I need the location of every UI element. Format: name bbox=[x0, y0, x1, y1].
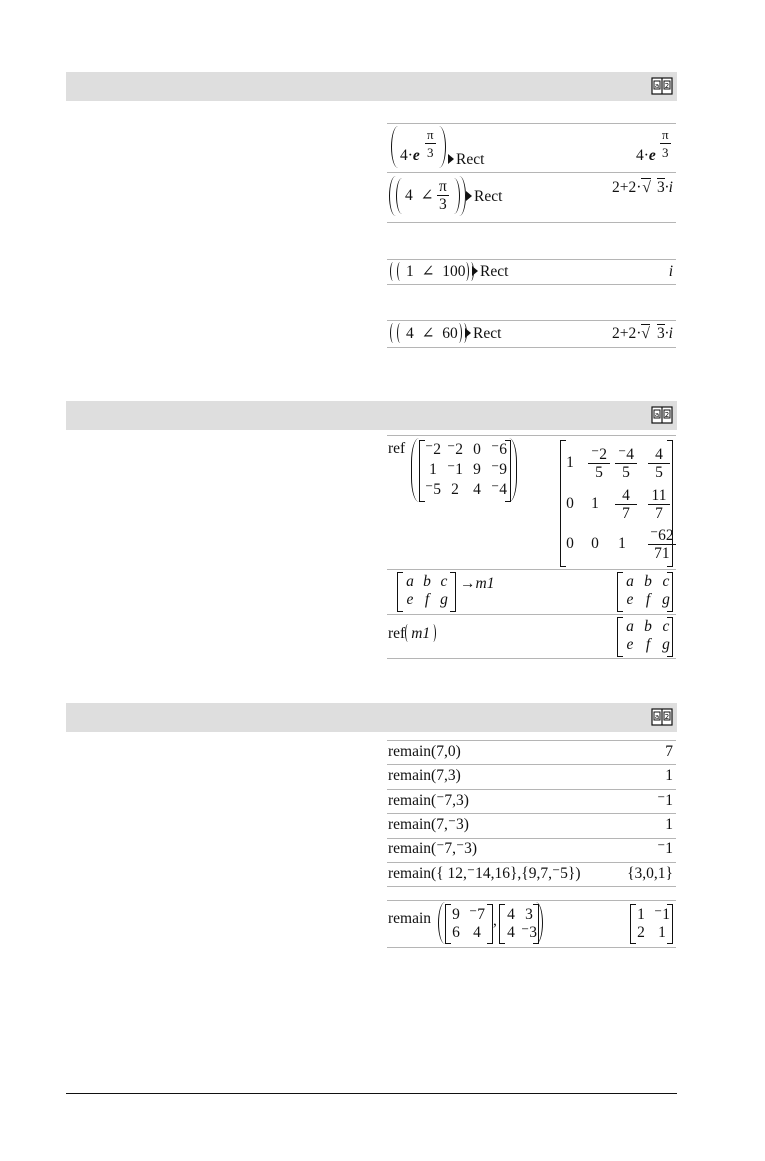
row-divider bbox=[387, 284, 676, 285]
matrix-cell: b bbox=[644, 618, 652, 635]
section-header-ref bbox=[66, 401, 677, 430]
svg-text:a: a bbox=[654, 713, 660, 721]
matrix-cell: 0 bbox=[473, 441, 481, 458]
result-cell: 0 bbox=[566, 535, 574, 552]
result-cell: 1 bbox=[566, 454, 574, 471]
row-divider bbox=[387, 347, 676, 348]
remain-result: ⁻1 bbox=[657, 840, 673, 857]
section-header-remain bbox=[66, 703, 677, 732]
paren-left-inner bbox=[397, 323, 405, 343]
row-divider bbox=[387, 813, 676, 814]
store-bracket-right bbox=[450, 572, 456, 612]
exp-frac: $\frac{\pi}{3}$ bbox=[427, 127, 434, 160]
matrix-cell: 2 bbox=[451, 481, 459, 498]
svg-text:a: a bbox=[654, 411, 660, 419]
row-divider bbox=[387, 569, 676, 570]
svg-text:2: 2 bbox=[664, 82, 670, 90]
result-cell: 1 bbox=[591, 495, 599, 512]
row-divider bbox=[387, 123, 676, 124]
mat-res-bracket-right bbox=[667, 904, 673, 944]
row-divider bbox=[387, 740, 676, 741]
matrix-cell: a bbox=[626, 618, 634, 635]
rect-operator: Rect bbox=[465, 188, 502, 206]
row-divider bbox=[387, 259, 676, 260]
matrix-cell: 6 bbox=[452, 924, 460, 941]
remain-expr: remain(7,⁻3) bbox=[388, 816, 469, 833]
result-cell: $\frac{^-62}{71}$ bbox=[650, 527, 674, 562]
row-divider bbox=[387, 789, 676, 790]
polar-expr: 4 ∠ 60 bbox=[406, 325, 458, 342]
matrix-cell: c bbox=[662, 618, 670, 635]
row-divider bbox=[387, 435, 676, 436]
book-icon[interactable] bbox=[651, 707, 673, 727]
matrix-cell: b bbox=[423, 573, 431, 590]
result-cell: $\frac{11}{7}$ bbox=[648, 487, 670, 522]
matrix-cell: ⁻1 bbox=[654, 906, 670, 923]
rect-operator: Rect bbox=[447, 151, 484, 169]
result-cell: $\frac{4}{5}$ bbox=[648, 446, 670, 481]
result-complex: 2+2·√ bbox=[612, 325, 650, 342]
result-exp-frac: $\frac{\pi}{3}$ bbox=[662, 127, 669, 160]
matrix-cell: g bbox=[662, 636, 670, 653]
result-sqrt: 3·i bbox=[657, 179, 673, 196]
matrix-cell: 9 bbox=[452, 906, 460, 923]
svg-text:2: 2 bbox=[664, 713, 670, 721]
matrix-cell: b bbox=[644, 573, 652, 590]
matrix-cell: 4 bbox=[507, 906, 515, 923]
matrix-cell: f bbox=[645, 591, 651, 608]
row-divider bbox=[387, 320, 676, 321]
call-result-bracket-right bbox=[667, 617, 673, 657]
row-divider bbox=[387, 222, 676, 223]
matrix-cell: f bbox=[645, 636, 651, 653]
polar-value: 4 ∠ bbox=[405, 187, 434, 204]
matrix-cell: e bbox=[626, 636, 634, 653]
remain-list-result: {3,0,1} bbox=[627, 865, 673, 882]
result-cell: 0 bbox=[591, 535, 599, 552]
store-result-bracket-right bbox=[667, 572, 673, 612]
paren-right bbox=[438, 126, 446, 168]
matrix-cell: f bbox=[424, 591, 430, 608]
matrix-cell: 9 bbox=[473, 461, 481, 478]
angle-frac: $\frac{\pi}{3}$ bbox=[439, 178, 447, 213]
matrix-cell: 4 bbox=[473, 481, 481, 498]
matrix-cell: c bbox=[662, 573, 670, 590]
store-target: →m1 bbox=[460, 575, 495, 592]
svg-text:2: 2 bbox=[664, 411, 670, 419]
matrix-cell: e bbox=[406, 591, 414, 608]
result-coef: 4·e bbox=[636, 147, 656, 164]
ref-call: ref m1 bbox=[388, 620, 436, 643]
matrix-cell: ⁻3 bbox=[521, 924, 537, 941]
book-icon[interactable] bbox=[651, 76, 673, 96]
result-i: i bbox=[668, 263, 673, 280]
paren-left bbox=[391, 126, 399, 168]
rect-operator: Rect bbox=[464, 325, 501, 343]
matrix-cell: g bbox=[662, 591, 670, 608]
matrix-cell: ⁻4 bbox=[491, 481, 507, 498]
remain-list-expr: remain({ 12,⁻14,16},{9,7,⁻5}) bbox=[388, 865, 581, 882]
polar-expr: 1 ∠ 100 bbox=[406, 263, 466, 280]
row-divider bbox=[387, 900, 676, 901]
remain-expr: remain(⁻7,3) bbox=[388, 792, 469, 809]
matrix-cell: ⁻2 bbox=[447, 441, 463, 458]
book-icon[interactable] bbox=[651, 405, 673, 425]
matrix-cell: g bbox=[440, 591, 448, 608]
remain-result: ⁻1 bbox=[657, 792, 673, 809]
paren-left-inner bbox=[396, 178, 404, 214]
matrix-cell: 2 bbox=[637, 924, 645, 941]
row-divider bbox=[387, 838, 676, 839]
result-cell: $\frac{^-2}{5}$ bbox=[588, 446, 610, 481]
section-header-rect bbox=[66, 72, 677, 101]
matrix-cell: ⁻9 bbox=[491, 461, 507, 478]
row-divider bbox=[387, 658, 676, 659]
matrix-cell: c bbox=[440, 573, 448, 590]
row-divider bbox=[387, 947, 676, 948]
remain-result: 1 bbox=[665, 767, 673, 784]
paren-left bbox=[411, 438, 419, 502]
row-divider bbox=[387, 764, 676, 765]
row-divider bbox=[387, 172, 676, 173]
row-divider bbox=[387, 614, 676, 615]
matrix-cell: ⁻5 bbox=[425, 481, 441, 498]
result-cell: 1 bbox=[618, 535, 626, 552]
matrix-cell: ⁻7 bbox=[469, 906, 485, 923]
result-bracket-right bbox=[667, 440, 673, 567]
remain-expr: remain(7,3) bbox=[388, 767, 461, 784]
matrix-cell: 1 bbox=[658, 924, 666, 941]
remain-result: 1 bbox=[665, 816, 673, 833]
result-cell: $\frac{^-4}{5}$ bbox=[615, 446, 637, 481]
rect-operator: Rect bbox=[471, 263, 508, 281]
matrix-cell: 1 bbox=[637, 906, 645, 923]
result-complex: 2+2·√ bbox=[612, 179, 651, 196]
footer-rule bbox=[66, 1093, 677, 1094]
matrix-cell: 3 bbox=[525, 906, 533, 923]
result-cell: $\frac{4}{7}$ bbox=[615, 487, 637, 522]
matrix-cell: ⁻1 bbox=[447, 461, 463, 478]
row-divider bbox=[387, 886, 676, 887]
comma: , bbox=[493, 912, 497, 929]
remain-result: 7 bbox=[665, 743, 673, 760]
matrix-cell: ⁻6 bbox=[491, 441, 507, 458]
matrix-cell: 1 bbox=[429, 461, 437, 478]
remain-matrix-fn: remain bbox=[388, 910, 432, 927]
matrix-cell: 4 bbox=[507, 924, 515, 941]
result-sqrt: 3·i bbox=[657, 325, 673, 342]
remain-expr: remain(⁻7,⁻3) bbox=[388, 840, 478, 857]
matrix-cell: a bbox=[406, 573, 414, 590]
paren-right bbox=[509, 438, 517, 502]
paren-left-inner bbox=[397, 262, 405, 281]
matrix-cell: e bbox=[626, 591, 634, 608]
matrix-cell: a bbox=[626, 573, 634, 590]
remain-expr: remain(7,0) bbox=[388, 743, 461, 760]
paren-right bbox=[535, 902, 543, 944]
row-divider bbox=[387, 862, 676, 863]
ref-function: ref bbox=[388, 440, 406, 457]
result-cell: 0 bbox=[566, 495, 574, 512]
expr-coef: 4·e bbox=[400, 147, 420, 164]
matrix-cell: ⁻2 bbox=[425, 441, 441, 458]
matrix-cell: 4 bbox=[473, 924, 481, 941]
svg-text:a: a bbox=[654, 82, 660, 90]
